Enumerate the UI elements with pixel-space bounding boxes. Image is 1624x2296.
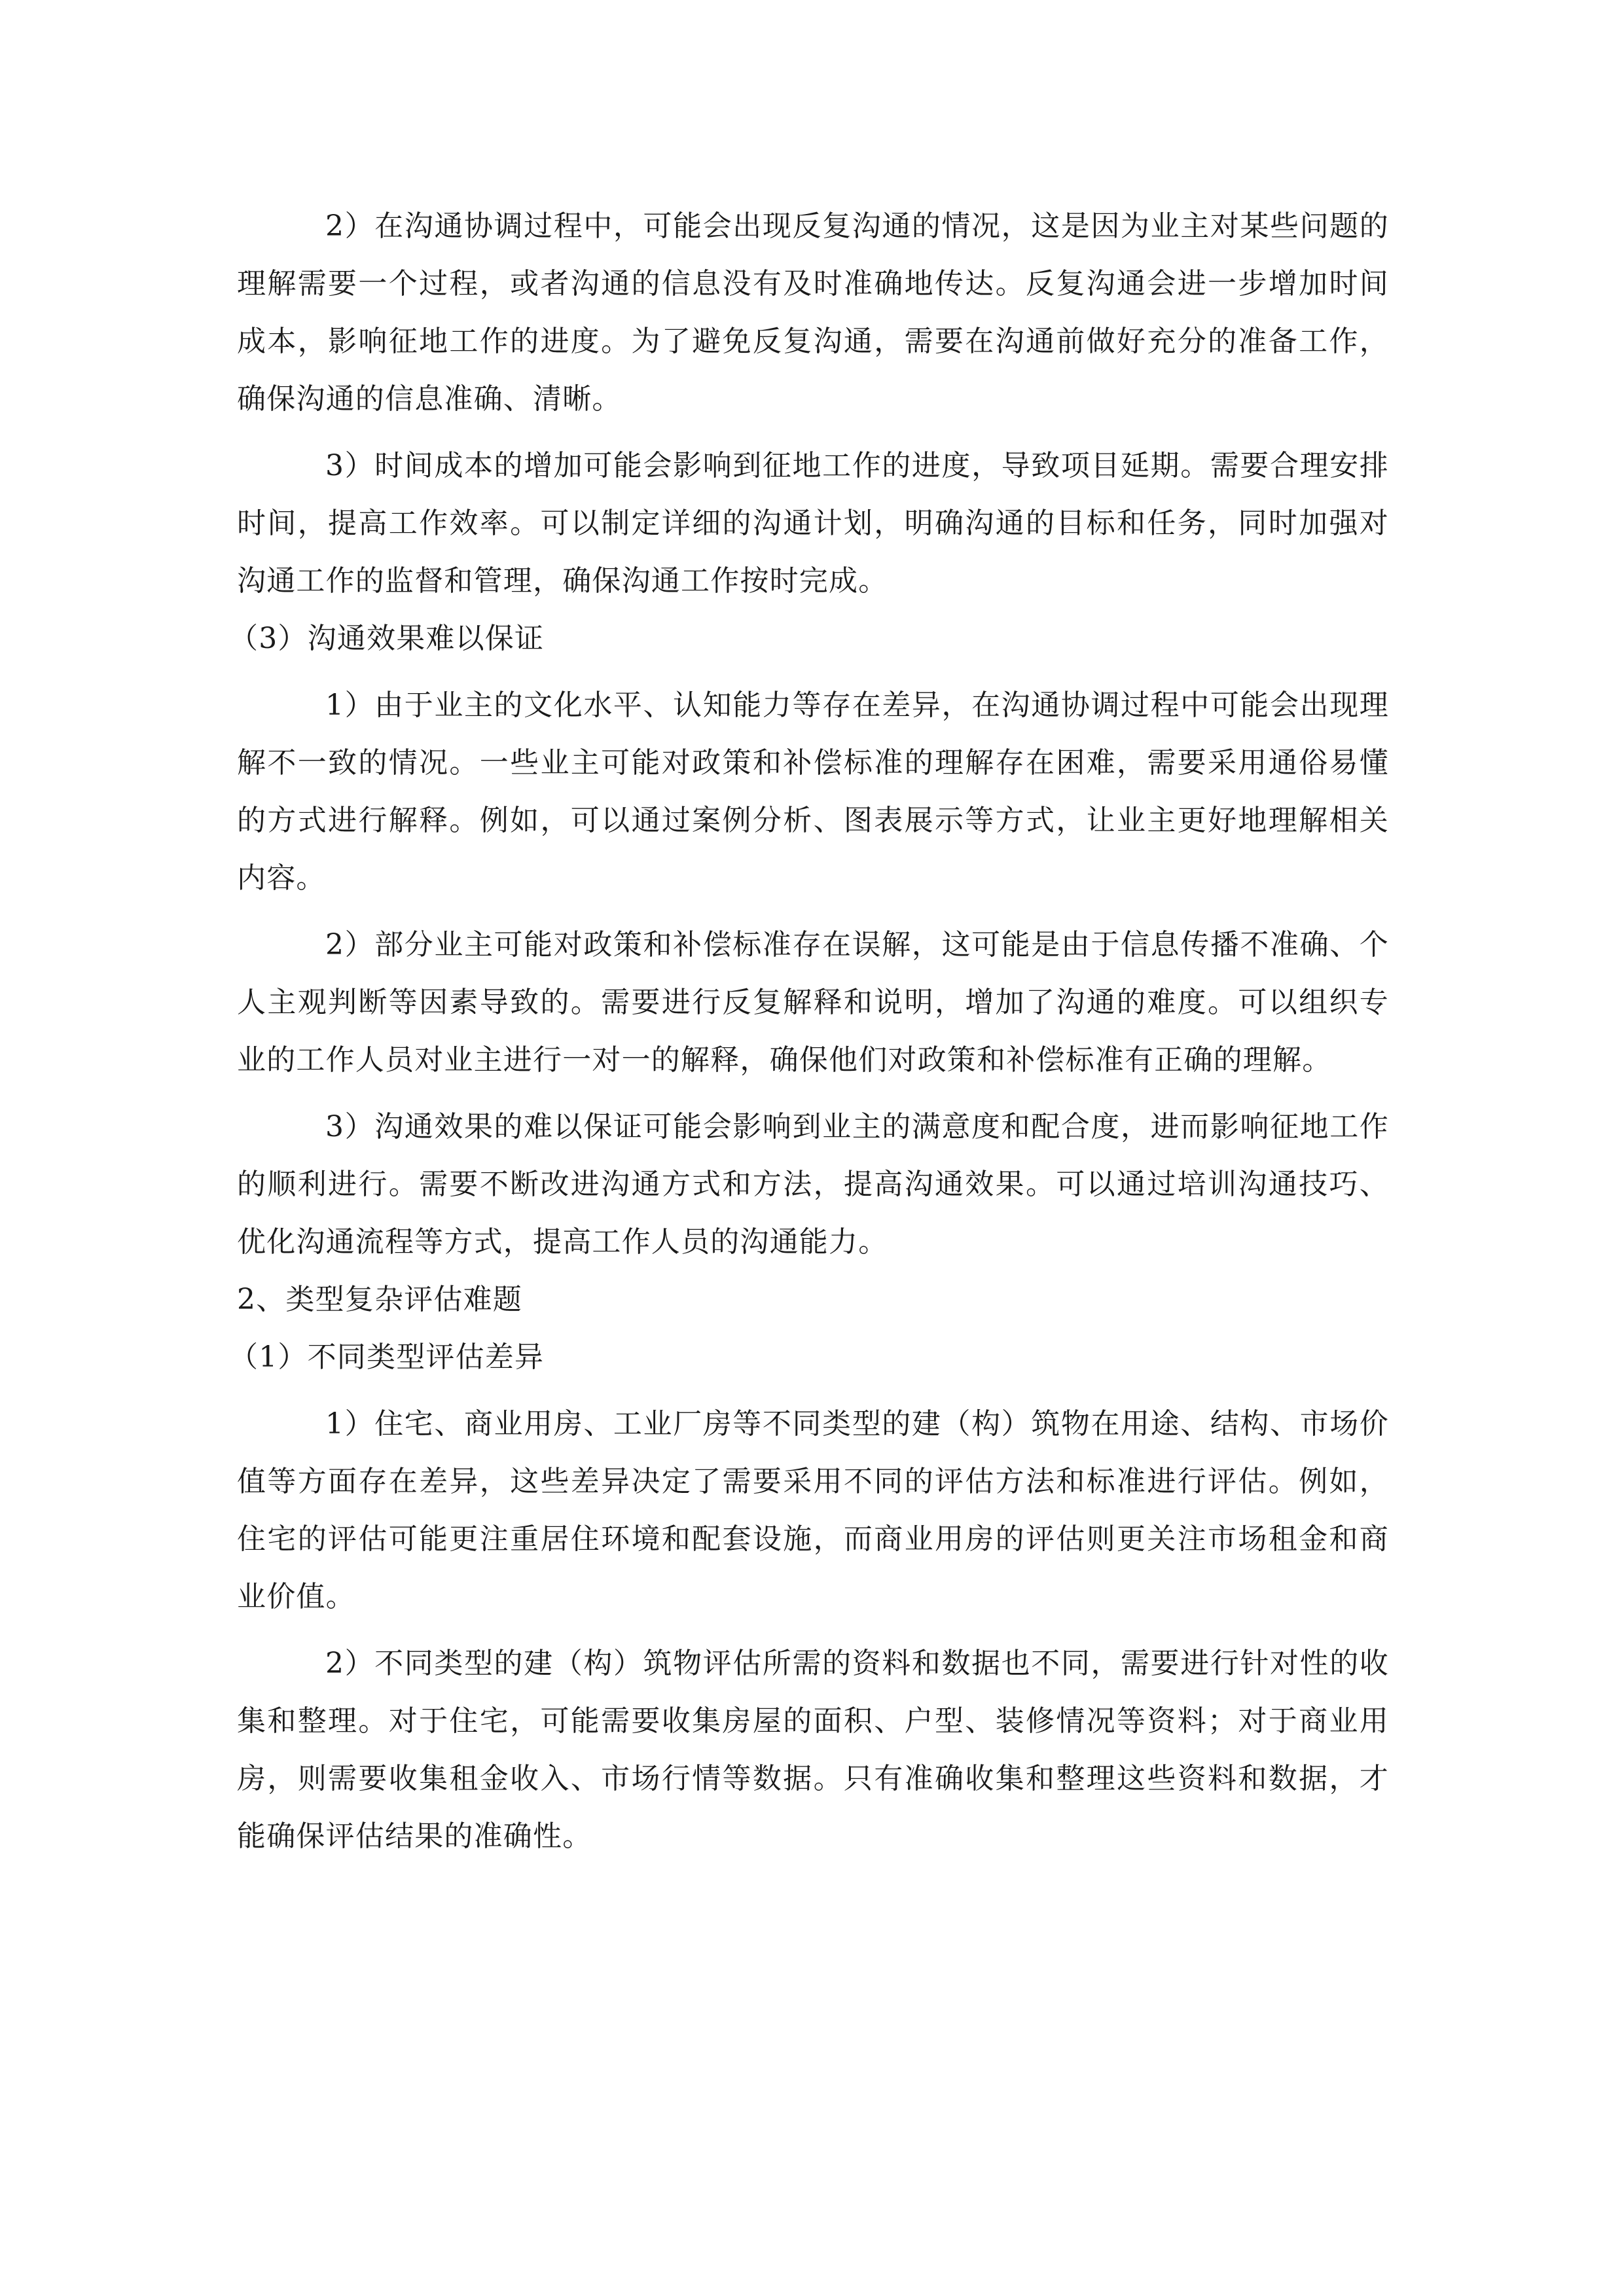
paragraph-data-collection: 2）不同类型的建（构）筑物评估所需的资料和数据也不同，需要进行针对性的收集和整理。对于住宅，可能需要收集房屋的面积、户型、装修情况等资料；对于商业用房，则需要收集租金收入、市场行情等数据。只有准确收集和整理这些资料和数据，才能确保评估结果的准确性。 [237, 1647, 1389, 1853]
paragraph-understanding-differences: 1）由于业主的文化水平、认知能力等存在差异，在沟通协调过程中可能会出现理解不一致的情况。一些业主可能对政策和补偿标准的理解存在困难，需要采用通俗易懂的方式进行解释。例如，可以通过案例分析、图表展示等方式，让业主更好地理解相关内容。 [237, 689, 1389, 895]
section-heading-evaluation-difficulty: 2、类型复杂评估难题 [237, 1283, 522, 1316]
paragraph-building-types: 1）住宅、商业用房、工业厂房等不同类型的建（构）筑物在用途、结构、市场价值等方面存在差异，这些差异决定了需要采用不同的评估方法和标准进行评估。例如，住宅的评估可能更注重居住环境和配套设施，而商业用房的评估则更关注市场租金和商业价值。 [237, 1407, 1389, 1613]
paragraph-effect-not-guaranteed: 3）沟通效果的难以保证可能会影响到业主的满意度和配合度，进而影响征地工作的顺利进行。需要不断改进沟通方式和方法，提高沟通效果。可以通过培训沟通技巧、优化沟通流程等方式，提高工作人员的沟通能力。 [237, 1110, 1389, 1259]
document-body [229, 198, 1389, 1865]
paragraph-time-cost: 3）时间成本的增加可能会影响到征地工作的进度，导致项目延期。需要合理安排时间，提高工作效率。可以制定详细的沟通计划，明确沟通的目标和任务，同时加强对沟通工作的监督和管理，确保沟通工作按时完成。 [237, 449, 1389, 598]
paragraph-repeated-communication: 2）在沟通协调过程中，可能会出现反复沟通的情况，这是因为业主对某些问题的理解需要一个过程，或者沟通的信息没有及时准确地传达。反复沟通会进一步增加时间成本，影响征地工作的进度。为了避免反复沟通，需要在沟通前做好充分的准备工作，确保沟通的信息准确、清晰。 [237, 209, 1389, 416]
subheading-type-differences: （1）不同类型评估差异 [229, 1340, 545, 1374]
subheading-communication-effect: （3）沟通效果难以保证 [229, 622, 545, 655]
paragraph-policy-misunderstanding: 2）部分业主可能对政策和补偿标准存在误解，这可能是由于信息传播不准确、个人主观判断等因素导致的。需要进行反复解释和说明，增加了沟通的难度。可以组织专业的工作人员对业主进行一对一的解释，确保他们对政策和补偿标准有正确的理解。 [237, 928, 1389, 1077]
